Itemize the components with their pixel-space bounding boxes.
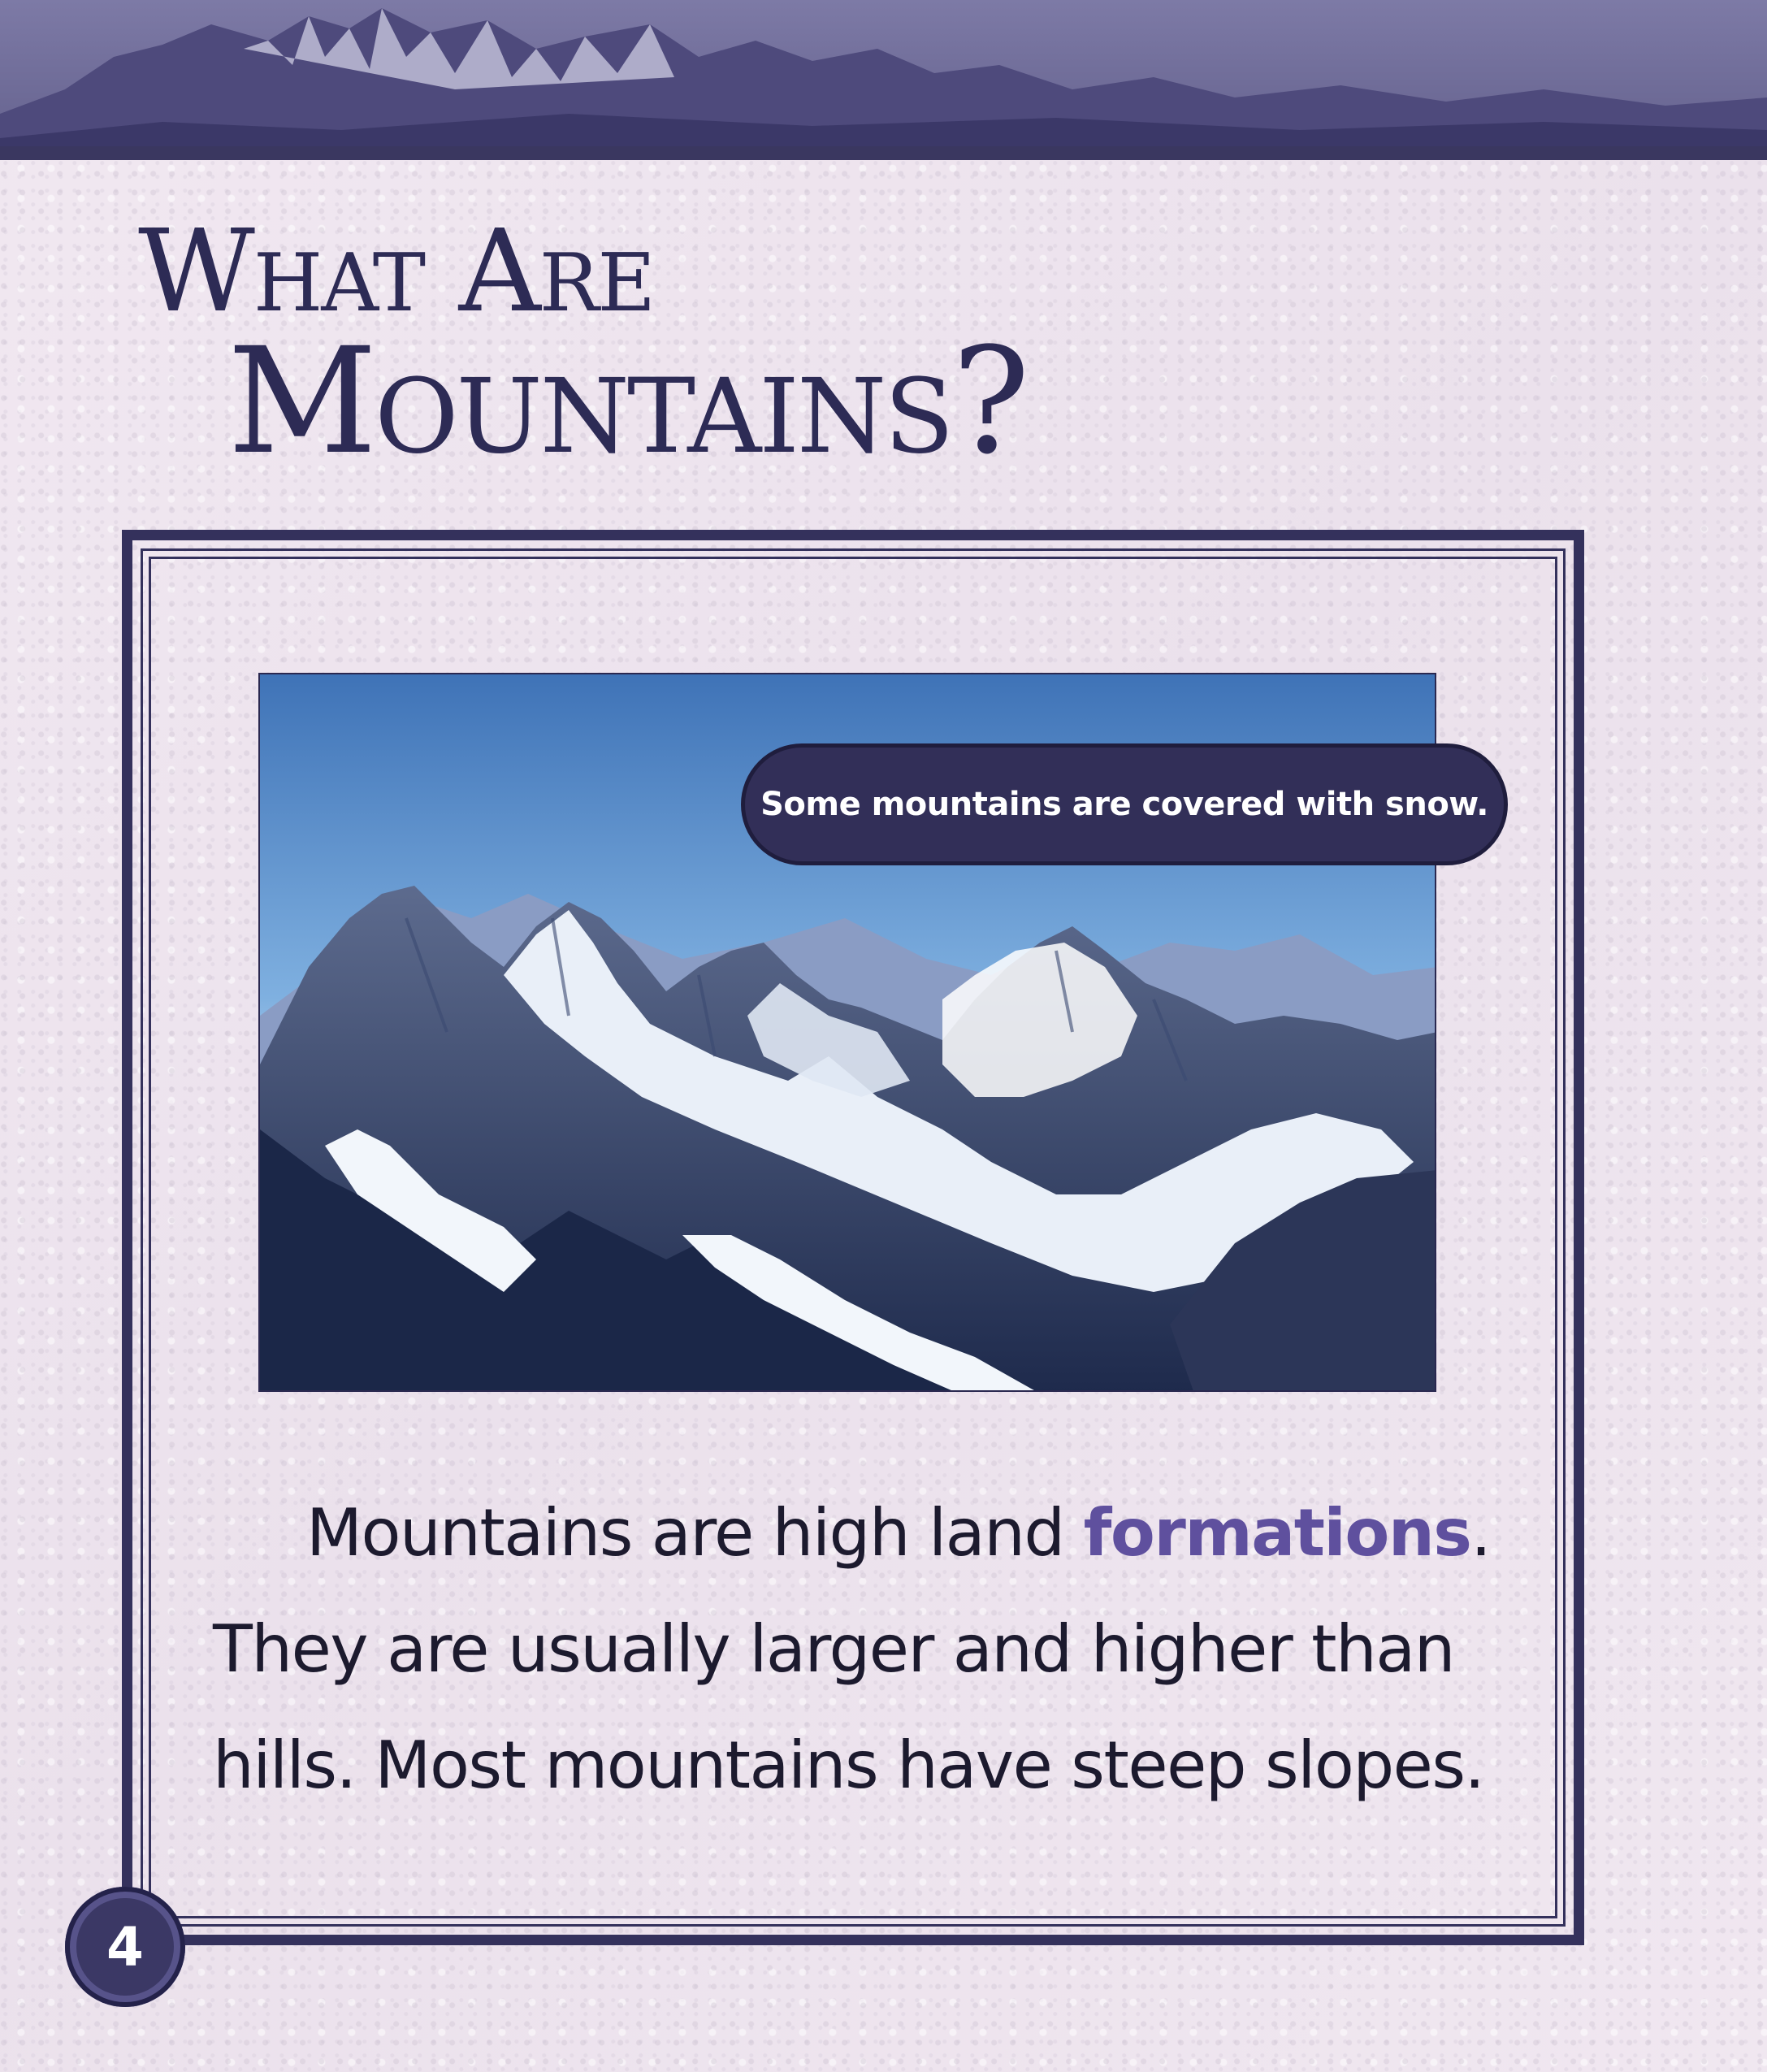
glossary-term-formations[interactable]: formations [1083, 1495, 1471, 1571]
photo-caption: Some mountains are covered with snow. [741, 743, 1508, 865]
body-text-part-1: Mountains are high land [306, 1495, 1084, 1571]
body-text-part-2: . They are usually larger and higher than hills. Most mountains have steep slopes. [213, 1495, 1491, 1803]
page-number-badge: 4 [65, 1887, 185, 2007]
body-paragraph [213, 1475, 1529, 1823]
page-title [138, 206, 1029, 487]
mountain-range-illustration [0, 0, 1767, 146]
page-title-line-2: Mountains? [227, 317, 1029, 487]
header-mountain-banner [0, 0, 1767, 146]
page-title-line-1: What Are [138, 206, 655, 338]
header-divider [0, 146, 1767, 160]
